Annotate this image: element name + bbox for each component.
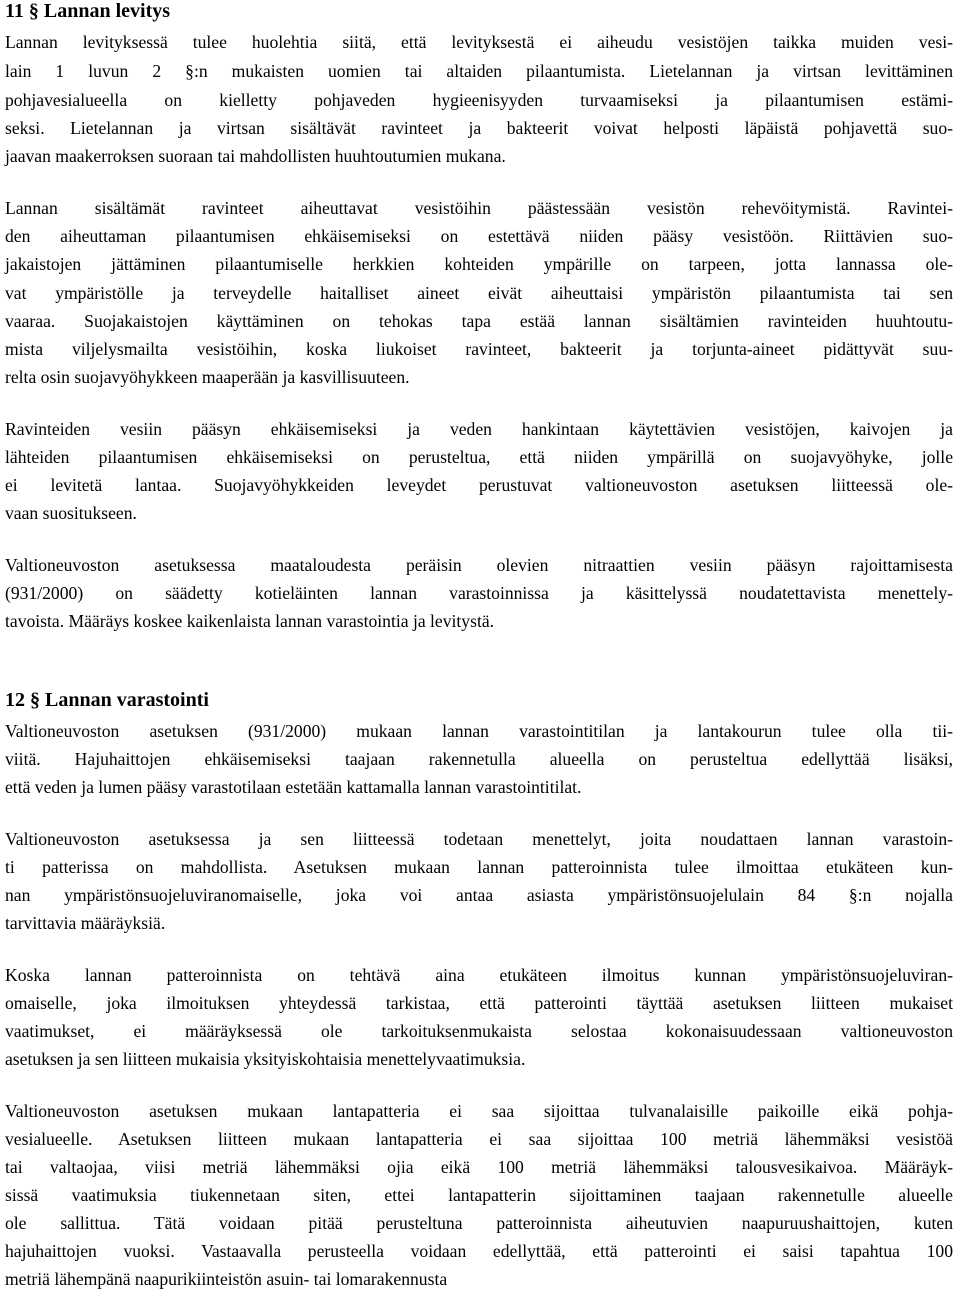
text-line: Ravinteiden vesiin pääsyn ehkäisemiseksi ja veden hankintaan käytettävien vesistöjen, kaivojen ja: [5, 419, 953, 439]
text-line: jakaistojen jättäminen pilaantumiselle herkkien kohteiden ympärille on tarpeen, jotta lannassa ole-: [5, 254, 953, 274]
section-11-heading: 11 § Lannan levitys: [5, 0, 171, 22]
text-line: että veden ja lumen pääsy varastotilaan estetään kattamalla lannan varastointitilat.: [5, 777, 582, 797]
text-line: Valtioneuvoston asetuksessa ja sen liitteessä todetaan menettelyt, joita noudattaen lannan varastoin-: [5, 829, 953, 849]
text-line: viitä. Hajuhaittojen ehkäisemiseksi taajaan rakennetulla alueella on perusteltua edellyttää lisäksi,: [5, 749, 953, 769]
text-line: metriä lähempänä naapurikiinteistön asuin- tai lomarakennusta: [5, 1269, 448, 1289]
text-line: tavoista. Määräys koskee kaikenlaista lannan varastointia ja levitystä.: [5, 611, 495, 631]
text-line: tai valtaojaa, viisi metriä lähemmäksi ojia eikä 100 metriä lähemmäksi talousvesikaivoa. Määräyk-: [5, 1157, 953, 1177]
text-line: pohjavesialueella on kielletty pohjaveden hygieenisyyden turvaamiseksi ja pilaantumisen estämi-: [5, 90, 953, 110]
text-line: tarvittavia määräyksiä.: [5, 913, 166, 933]
text-line: mista viljelysmailta vesistöihin, koska liukoiset ravinteet, bakteerit ja torjunta-aineet pidättyvät suu-: [5, 339, 953, 359]
text-line: Lannan sisältämät ravinteet aiheuttavat vesistöihin päästessään vesistön rehevöitymistä. Ravintei-: [5, 198, 953, 218]
text-line: ti patterissa on mahdollista. Asetuksen mukaan lannan patteroinnista tulee ilmoittaa etukäteen kun-: [5, 857, 953, 877]
text-line: relta osin suojavyöhykkeen maaperään ja kasvillisuuteen.: [5, 367, 410, 387]
text-line: vat ympäristölle ja terveydelle haitalliset aineet eivät aiheuttaisi ympäristön pilaantumista tai sen: [5, 283, 953, 303]
text-line: Lannan levityksessä tulee huolehtia siitä, että levityksestä ei aiheudu vesistöjen taikka muiden vesi-: [5, 32, 953, 52]
text-line: den aiheuttaman pilaantumisen ehkäisemiseksi on estettävä niiden pääsy vesistöön. Riittävien suo-: [5, 226, 953, 246]
text-line: jaavan maakerroksen suoraan tai mahdollisten huuhtoutumien mukana.: [5, 146, 506, 166]
text-line: Valtioneuvoston asetuksen mukaan lantapatteria ei saa sijoittaa tulvanalaisille paikoille eikä pohja-: [5, 1101, 953, 1121]
text-line: (931/2000) on säädetty kotieläinten lannan varastoinnissa ja käsittelyssä noudatettavista menettely-: [5, 583, 953, 603]
text-line: seksi. Lietelannan ja virtsan sisältävät ravinteet ja bakteerit voivat helposti läpäistä pohjavettä suo-: [5, 118, 953, 138]
text-line: vaaraa. Suojakaistojen käyttäminen on tehokas tapa estää lannan sisältämien ravinteiden huuhtoutu-: [5, 311, 953, 331]
text-line: asetuksen ja sen liitteen mukaisia yksityiskohtaisia menettelyvaatimuksia.: [5, 1049, 526, 1069]
text-line: Koska lannan patteroinnista on tehtävä aina etukäteen ilmoitus kunnan ympäristönsuojeluviran-: [5, 965, 953, 985]
text-line: lähteiden pilaantumisen ehkäisemiseksi on perusteltua, että niiden ympärillä on suojavyöhyke, jolle: [5, 447, 953, 467]
text-line: Valtioneuvoston asetuksessa maataloudesta peräisin olevien nitraattien vesiin pääsyn rajoittamisesta: [5, 555, 953, 575]
text-line: lain 1 luvun 2 §:n mukaisten uomien tai altaiden pilaantumista. Lietelannan ja virtsan levittäminen: [5, 61, 953, 81]
text-line: ei levitetä lantaa. Suojavyöhykkeiden leveydet perustuvat valtioneuvoston asetuksen liitteessä ole-: [5, 475, 953, 495]
text-line: vaan suositukseen.: [5, 503, 137, 523]
text-line: nan ympäristönsuojeluviranomaiselle, joka voi antaa asiasta ympäristönsuojelulain 84 §:n nojalla: [5, 885, 953, 905]
text-line: Valtioneuvoston asetuksen (931/2000) mukaan lannan varastointitilan ja lantakourun tulee olla tii-: [5, 721, 953, 741]
text-line: vaatimukset, ei määräyksessä ole tarkoituksenmukaista selostaa kokonaisuudessaan valtioneuvoston: [5, 1021, 953, 1041]
text-line: hajuhaittojen vuoksi. Vastaavalla perusteella voidaan edellyttää, että patterointi ei saisi tapahtua 100: [5, 1241, 953, 1261]
text-line: omaiselle, joka ilmoituksen yhteydessä tarkistaa, että patterointi täyttää asetuksen liitteen mukaiset: [5, 993, 953, 1013]
text-line: ole sallittua. Tätä voidaan pitää perusteltuna patteroinnista aiheutuvien naapuruushaittojen, kuten: [5, 1213, 953, 1233]
text-line: vesialueelle. Asetuksen liitteen mukaan lantapatteria ei saa sijoittaa 100 metriä lähemmäksi vesistöä: [5, 1129, 953, 1149]
section-12-heading: 12 § Lannan varastointi: [5, 689, 209, 711]
text-line: sissä vaatimuksia tiukennetaan siten, ettei lantapatterin sijoittaminen taajaan rakennetulle alueelle: [5, 1185, 953, 1205]
